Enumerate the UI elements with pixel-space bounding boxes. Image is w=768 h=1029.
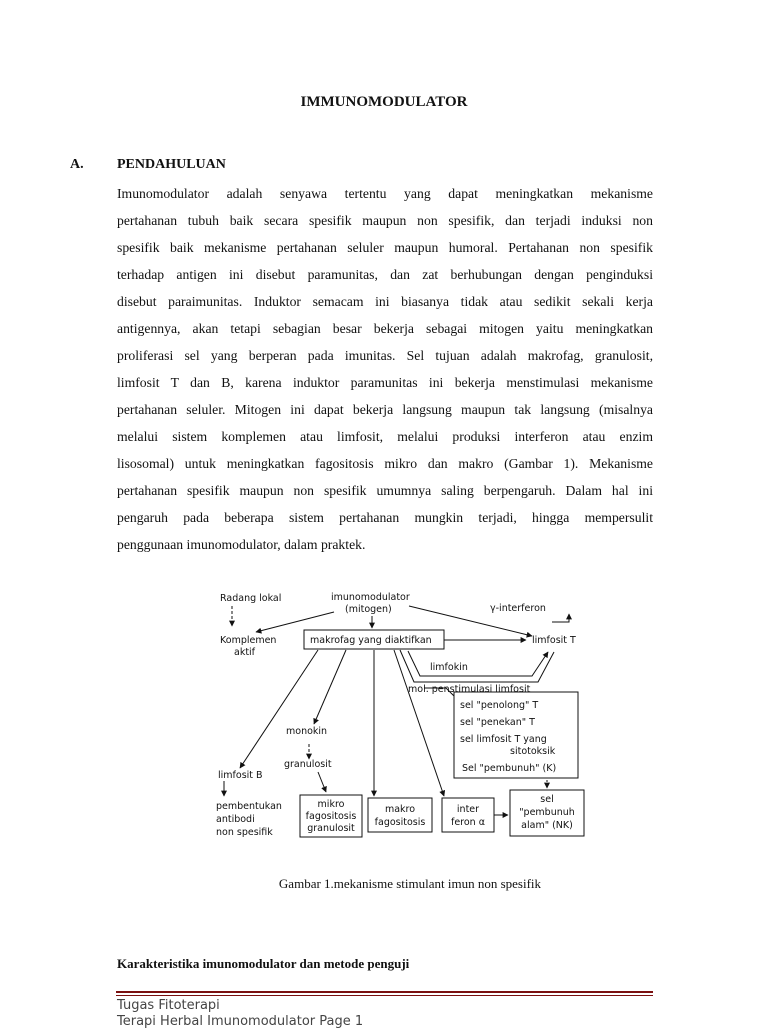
diagram-antibodi: antibodi (216, 814, 255, 825)
diagram-mikro-2: fagositosis (305, 811, 357, 822)
diagram-limfosit-b: limfosit B (218, 770, 263, 781)
diagram-mitogen: (mitogen) (345, 604, 392, 615)
subheading: Karakteristika imunomodulator dan metode penguji (117, 956, 410, 971)
paragraph-line: Imunomodulator adalah senyawa tertentu yang dapat meningkatkan mekanisme (117, 186, 653, 201)
paragraph-line: disebut paraimunitas. Induktor semacam ini biasanya tidak atau sedikit sekali kerja (117, 294, 653, 309)
paragraph-line: proliferasi sel yang berperan pada imunitas. Sel tujuan adalah makrofag, granulosit, (117, 348, 653, 363)
diagram-sel-nk-1: sel (540, 794, 554, 805)
paragraph-line: pertahanan spesifik maupun non spesifik umumnya saling berpengaruh. Dalam hal ini (117, 483, 653, 498)
diagram-makro-1: makro (384, 804, 416, 815)
footer-divider (116, 991, 653, 993)
footer-page: Terapi Herbal Imunomodulator Page 1 (117, 1014, 364, 1029)
paragraph-line: terhadap antigen ini disebut paramunitas, dan zat berhubungan dengan penginduksi (117, 267, 653, 282)
diagram-mikro-3: granulosit (307, 823, 355, 834)
diagram-radang-lokal: Radang lokal (220, 593, 282, 604)
paragraph-line: limfosit T dan B, karena induktor paramunitas ini bekerja menstimulasi mekanisme (117, 375, 653, 390)
intro-paragraph (117, 180, 653, 558)
paragraph-line: pengaruh pada beberapa sistem pertahanan mungkin terjadi, hingga mempersulit (117, 510, 653, 525)
diagram-gamma-interferon: γ-interferon (490, 603, 546, 614)
diagram-sel-nk-3: alam" (NK) (521, 820, 573, 831)
immune-mechanism-diagram (214, 584, 600, 842)
paragraph-line: pertahanan seluler. Mitogen ini dapat bekerja langsung maupun tak langsung (misalnya (117, 402, 653, 417)
paragraph-line: penggunaan imunomodulator, dalam praktek. (117, 537, 366, 552)
diagram-sel-penekan: sel "penekan" T (460, 717, 535, 728)
diagram-imunomodulator: imunomodulator (331, 592, 410, 603)
diagram-pembentukan: pembentukan (216, 801, 282, 812)
diagram-sel-nk-2: "pembunuh (519, 807, 575, 818)
diagram-sel-limfosit-t: sel limfosit T yang (460, 734, 547, 745)
section-number: A. (70, 157, 84, 172)
footer-course: Tugas Fitoterapi (117, 998, 220, 1013)
document-title: IMMUNOMODULATOR (300, 94, 468, 110)
diagram-komplemen: Komplemen (220, 635, 277, 646)
diagram-sitotoksik: sitotoksik (510, 746, 556, 757)
diagram-limfosit-t: limfosit T (532, 635, 576, 646)
paragraph-line: spesifik baik mekanisme pertahanan seluler maupun humoral. Pertahanan non spesifik (117, 240, 653, 255)
paragraph-line: melalui sistem komplemen atau limfosit, melalui produksi interferon atau enzim (117, 429, 653, 444)
diagram-interferon-2: feron α (450, 817, 486, 828)
diagram-monokin: monokin (286, 726, 328, 737)
diagram-sel-penolong: sel "penolong" T (460, 700, 539, 711)
diagram-makrofag: makrofag yang diaktifkan (310, 635, 432, 646)
diagram-mol-penstimulasi: mol. penstimulasi limfosit (408, 684, 531, 695)
footer-divider-thin (116, 995, 653, 996)
paragraph-line: antigennya, akan tetapi sebagian besar bekerja sebagai mitogen yaitu meningkatkan (117, 321, 653, 336)
section-title: PENDAHULUAN (117, 157, 226, 172)
figure-caption: Gambar 1.mekanisme stimulant imun non spesifik (278, 876, 542, 891)
diagram-limfokin: limfokin (430, 662, 468, 673)
diagram-granulosit: granulosit (284, 759, 332, 770)
diagram-non-spesifik: non spesifik (216, 827, 273, 838)
diagram-makro-2: fagositosis (374, 817, 426, 828)
diagram-sel-pembunuh-k: Sel "pembunuh" (K) (462, 763, 557, 774)
diagram-aktif: aktif (234, 647, 256, 658)
diagram-interferon-1: inter (456, 804, 480, 815)
diagram-mikro-1: mikro (317, 799, 345, 810)
paragraph-line: pertahanan tubuh baik secara spesifik maupun non spesifik, dan terjadi induksi non (117, 213, 653, 228)
paragraph-line: lisosomal) untuk meningkatkan fagositosis mikro dan makro (Gambar 1). Mekanisme (117, 456, 653, 471)
